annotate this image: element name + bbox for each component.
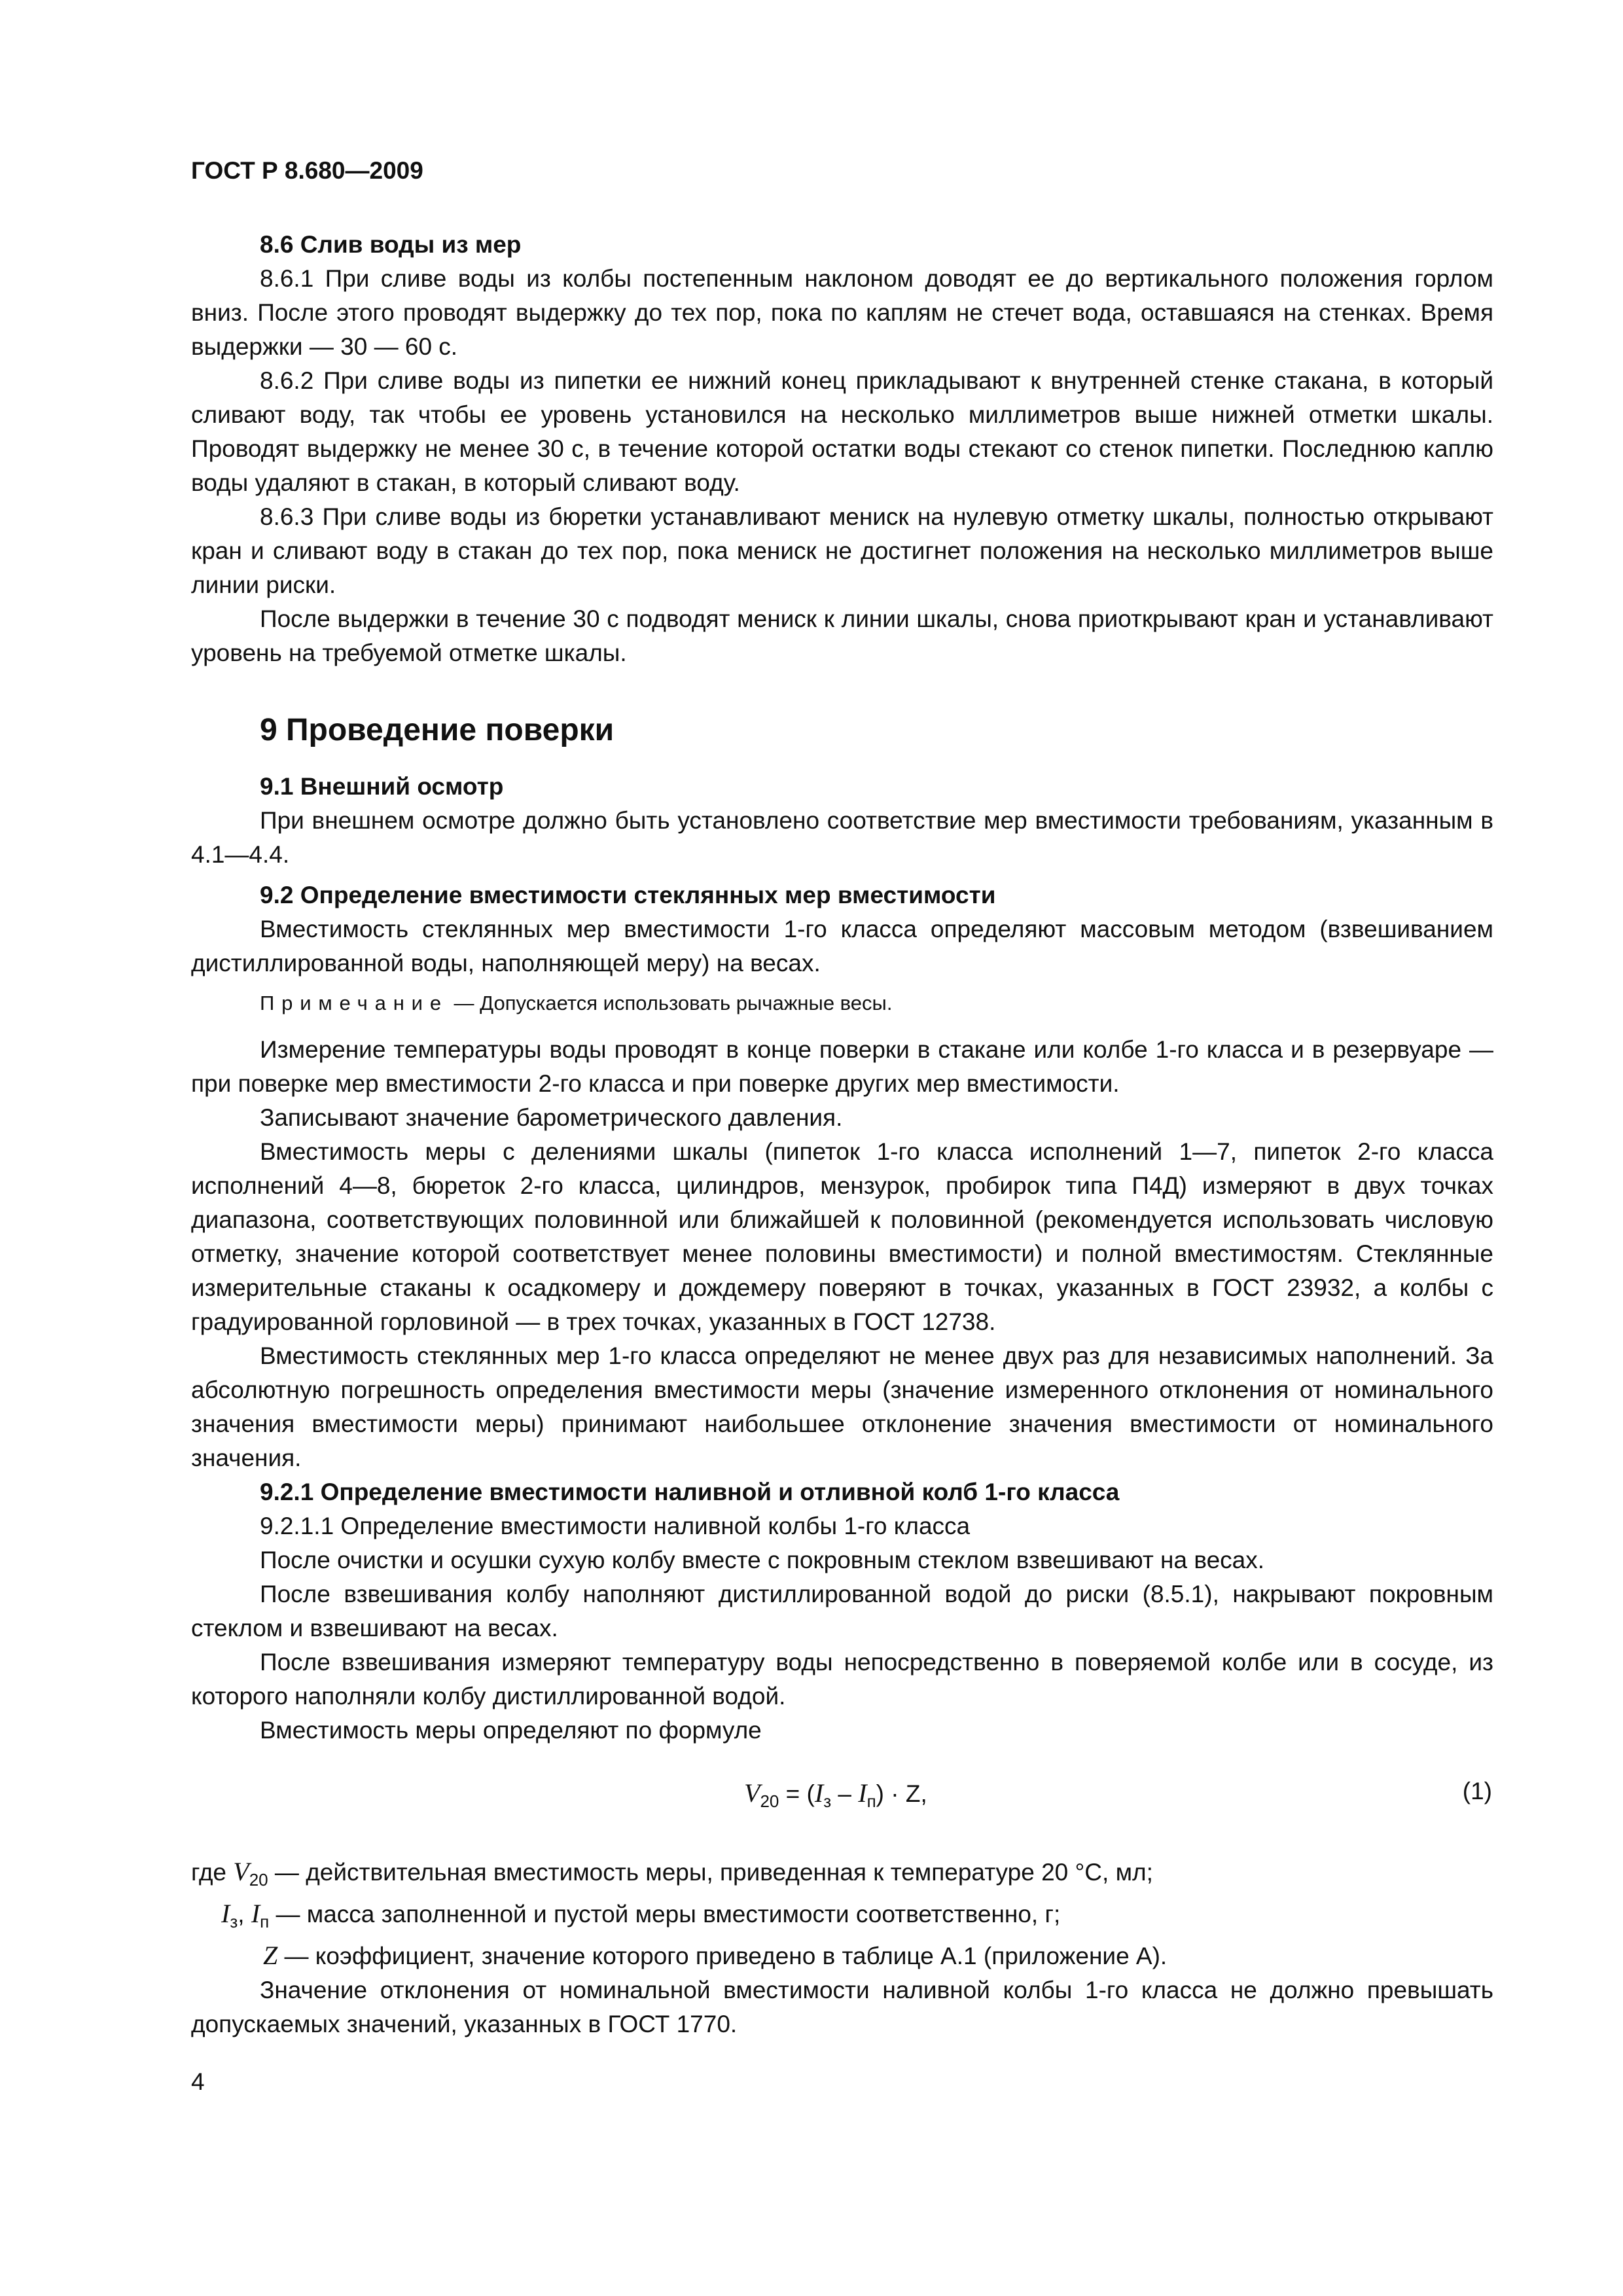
paragraph-9-2-1-1-d: Вместимость меры определяют по формуле	[260, 1717, 762, 1744]
paragraph-9-2-1-1-b: После взвешивания колбу наполняют дистиллированной водой до риски (8.5.1), накрывают покровным стеклом и взвешивают на весах.	[191, 1581, 1493, 1641]
paragraph-9-2-1: Вместимость стеклянных мер вместимости 1-го класса определяют массовым методом (взвешиванием дистиллированной воды, наполняющей меру) на весах.	[191, 916, 1493, 977]
page-content	[191, 157, 1493, 2041]
paragraph-9-2-2: Измерение температуры воды проводят в конце поверки в стакане или колбе 1-го класса и в резервуаре — при поверке мер вместимости 2-го класса и при поверке других мер вместимости.	[191, 1036, 1493, 1097]
section-9-2-1-1-title: 9.2.1.1 Определение вместимости наливной колбы 1-го класса	[260, 1513, 971, 1539]
formula-rest: ) · Z,	[876, 1780, 927, 1807]
formula-eq: = (	[779, 1780, 815, 1807]
paragraph-9-1: При внешнем осмотре должно быть установлено соответствие мер вместимости требованиям, указанным в 4.1—4.4.	[191, 807, 1493, 868]
formula-1	[191, 1772, 1493, 1822]
formula-number: (1)	[1462, 1778, 1492, 1804]
paragraph-9-2-1-1-a: После очистки и осушки сухую колбу вместе с покровным стеклом взвешивают на весах.	[260, 1547, 1265, 1573]
where-prefix: где	[191, 1859, 234, 1886]
where-i-p: I	[251, 1899, 260, 1928]
where-z-text: — коэффициент, значение которого приведено в таблице А.1 (приложение А).	[277, 1943, 1168, 1969]
paragraph-8-6-3: 8.6.3 При сливе воды из бюретки устанавливают мениск на нулевую отметку шкалы, полностью открывают кран и сливают воду в стакан до тех пор, пока мениск не достигнет положения на несколько миллиметров выше линии риски.	[191, 503, 1493, 598]
section-9-1-title: 9.1 Внешний осмотр	[260, 773, 504, 800]
paragraph-8-6-3-cont: После выдержки в течение 30 с подводят мениск к линии шкалы, снова приоткрывают кран и устанавливают уровень на требуемой отметке шкалы.	[191, 605, 1493, 666]
where-line-i	[221, 1897, 1493, 1939]
section-9-2-title: 9.2 Определение вместимости стеклянных мер вместимости	[260, 882, 996, 908]
paragraph-9-2-4: Вместимость меры с делениями шкалы (пипеток 1-го класса исполнений 1—7, пипеток 2-го класса исполнений 4—8, бюреток 2-го класса, цилиндров, мензурок, пробирок типа П4Д) измеряют в двух точках диапазона, соответствующих половинной или ближайшей к половинной (рекомендуется использовать числовую отметку, значение которой соответствует менее половины вместимости) и полной вместимостям. Стеклянные измерительные стаканы к осадкомеру и дождемеру поверяют в точках, указанных в ГОСТ 23932, а колбы с градуированной горловиной — в трех точках, указанных в ГОСТ 12738.	[191, 1138, 1493, 1335]
where-v-sub: 20	[249, 1870, 268, 1890]
formula-minus: –	[831, 1780, 859, 1807]
note-text: — Допускается использовать рычажные весы.	[448, 992, 893, 1014]
paragraph-9-2-3: Записывают значение барометрического давления.	[260, 1104, 843, 1131]
formula-expression	[744, 1778, 927, 1812]
where-sep: ,	[238, 1901, 251, 1928]
section-9-title: 9 Проведение поверки	[260, 713, 615, 747]
where-z: Z	[263, 1941, 278, 1970]
paragraph-8-6-1: 8.6.1 При сливе воды из колбы постепенным наклоном доводят ее до вертикального положения горлом вниз. После этого проводят выдержку до тех пор, пока по каплям не стечет вода, оставшаяся на стенках. Время выдержки — 30 — 60 с.	[191, 265, 1493, 360]
paragraph-9-2-5: Вместимость стеклянных мер 1-го класса определяют не менее двух раз для независимых наполнений. За абсолютную погрешность определения вместимости меры (значение измеренного отклонения от номинального значения вместимости меры) принимают наибольшее отклонение значения вместимости от номинального значения.	[191, 1342, 1493, 1471]
note-label: Примечание	[260, 992, 448, 1014]
where-i-p-sub: п	[260, 1912, 270, 1931]
formula-v-sub: 20	[760, 1791, 779, 1811]
where-i-z-sub: з	[230, 1912, 238, 1931]
paragraph-final: Значение отклонения от номинальной вместимости наливной колбы 1-го класса не должно превышать допускаемых значений, указанных в ГОСТ 1770.	[191, 1977, 1493, 2037]
formula-v: V	[744, 1778, 760, 1808]
formula-i-z: I	[814, 1778, 824, 1808]
page-number: 4	[191, 2068, 205, 2095]
where-line-z	[263, 1939, 1493, 1973]
where-v-text: — действительная вместимость меры, приведенная к температуре 20 °С, мл;	[268, 1859, 1153, 1886]
paragraph-8-6-2: 8.6.2 При сливе воды из пипетки ее нижний конец прикладывают к внутренней стенке стакана, в который сливают воду, так чтобы ее уровень установился на несколько миллиметров выше нижней отметки шкалы. Проводят выдержку не менее 30 с, в течение которой остатки воды стекают со стенок пипетки. Последнюю каплю воды удаляют в стакан, в который сливают воду.	[191, 367, 1493, 496]
section-8-6-title: 8.6 Слив воды из мер	[260, 231, 522, 258]
formula-i-p-sub: п	[866, 1791, 876, 1811]
note	[260, 988, 1493, 1018]
formula-i-z-sub: з	[823, 1791, 832, 1811]
document-header: ГОСТ Р 8.680—2009	[191, 157, 423, 184]
where-i-z: I	[221, 1899, 230, 1928]
formula-i-p: I	[858, 1778, 867, 1808]
section-9-2-1-title: 9.2.1 Определение вместимости наливной и отливной колб 1-го класса	[260, 1479, 1120, 1505]
where-line-v	[191, 1855, 1493, 1897]
paragraph-9-2-1-1-c: После взвешивания измеряют температуру воды непосредственно в поверяемой колбе или в сосуде, из которого наполняли колбу дистиллированной водой.	[191, 1649, 1493, 1710]
where-v: V	[233, 1857, 249, 1886]
where-i-text: — масса заполненной и пустой меры вместимости соответственно, г;	[269, 1901, 1061, 1928]
